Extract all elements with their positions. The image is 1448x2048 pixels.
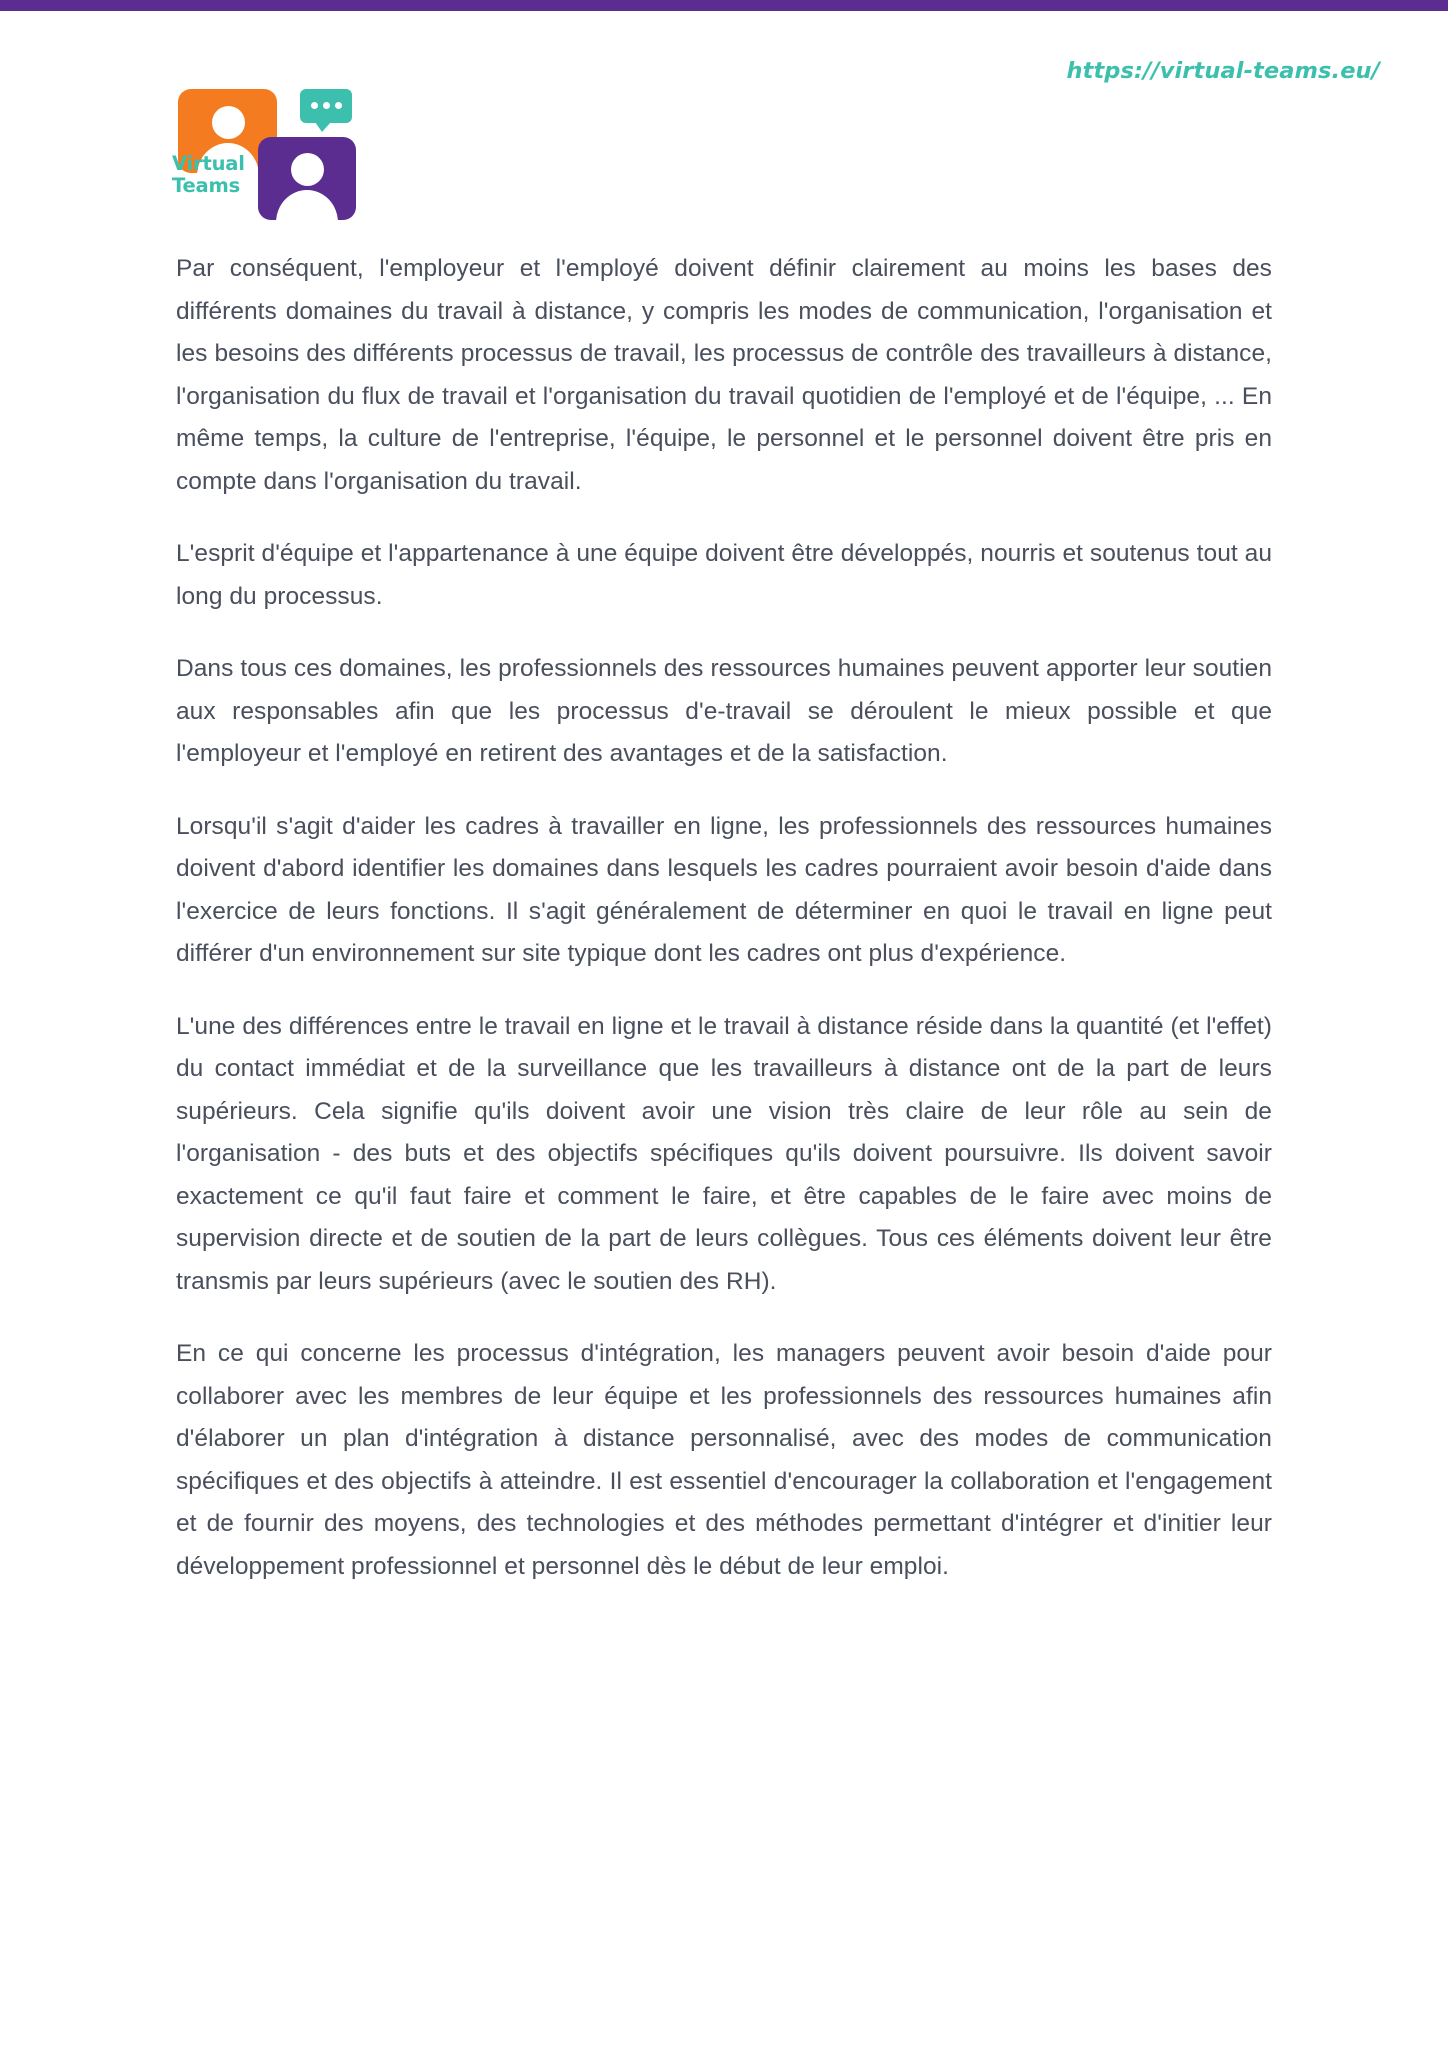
logo-wordmark-line-1: Virtual: [172, 152, 245, 175]
chat-bubble-icon: [300, 89, 352, 123]
paragraph-1: Par conséquent, l'employeur et l'employé doivent définir clairement au moins les bases des différents domaines du travail à distance, y compris les modes de communication, l'organisation et les besoins des différents processus de travail, les processus de contrôle des travailleurs à distance, l'organisation du flux de travail et l'organisation du travail quotidien de l'employé et de l'équipe, ... En même temps, la culture de l'entreprise, l'équipe, le personnel et le personnel doivent être pris en compte dans l'organisation du travail.: [176, 255, 1272, 495]
paragraph-5: L'une des différences entre le travail en ligne et le travail à distance réside dans la quantité (et l'effet) du contact immédiat et de la surveillance que les travailleurs à distance ont de la part de leurs supérieurs. Cela signifie qu'ils doivent avoir une vision très claire de leur rôle au sein de l'organisation - des buts et des objectifs spécifiques qu'ils doivent poursuivre. Ils doivent savoir exactement ce qu'il faut faire et comment le faire, et être capables de le faire avec moins de supervision directe et de soutien de la part de leurs collègues. Tous ces éléments doivent leur être transmis par leurs supérieurs (avec le soutien des RH).: [176, 1012, 1272, 1295]
document-body: [176, 248, 1272, 1588]
chat-bubble-dots: [300, 102, 352, 109]
paragraph-2: L'esprit d'équipe et l'appartenance à une équipe doivent être développés, nourris et soutenus tout au long du processus.: [176, 540, 1272, 610]
chat-dot-3: [335, 102, 342, 109]
paragraph-4: Lorsqu'il s'agit d'aider les cadres à travailler en ligne, les professionnels des ressources humaines doivent d'abord identifier les domaines dans lesquels les cadres pourraient avoir besoin d'aide dans l'exercice de leurs fonctions. Il s'agit généralement de déterminer en quoi le travail en ligne peut différer d'un environnement sur site typique dont les cadres ont plus d'expérience.: [176, 812, 1272, 967]
top-purple-bar: [0, 0, 1448, 11]
paragraph-6: En ce qui concerne les processus d'intégration, les managers peuvent avoir besoin d'aide pour collaborer avec les membres de leur équipe et les professionnels des ressources humaines afin d'élaborer un plan d'intégration à distance personnalisé, avec des modes de communication spécifiques et des objectifs à atteindre. Il est essentiel d'encourager la collaboration et l'engagement et de fournir des moyens, des technologies et des méthodes permettant d'intégrer et d'initier leur développement professionnel et personnel dès le début de leur emploi.: [176, 1340, 1272, 1580]
purple-avatar-body-shape: [276, 190, 338, 220]
paragraph-3: Dans tous ces domaines, les professionnels des ressources humaines peuvent apporter leur soutien aux responsables afin que les processus d'e-travail se déroulent le mieux possible et que l'employeur et l'employé en retirent des avantages et de la satisfaction.: [176, 655, 1272, 767]
purple-avatar-head-shape: [291, 153, 324, 186]
chat-dot-2: [323, 102, 330, 109]
virtual-teams-logo: [172, 75, 362, 220]
orange-avatar-head-shape: [212, 106, 245, 139]
page-header: [0, 11, 1448, 197]
logo-purple-person-icon: [258, 137, 356, 220]
logo-wordmark: [172, 153, 258, 197]
site-url-link[interactable]: https://virtual-teams.eu/: [1066, 58, 1380, 84]
chat-dot-1: [311, 102, 318, 109]
logo-wordmark-line-2: Teams: [172, 174, 241, 197]
